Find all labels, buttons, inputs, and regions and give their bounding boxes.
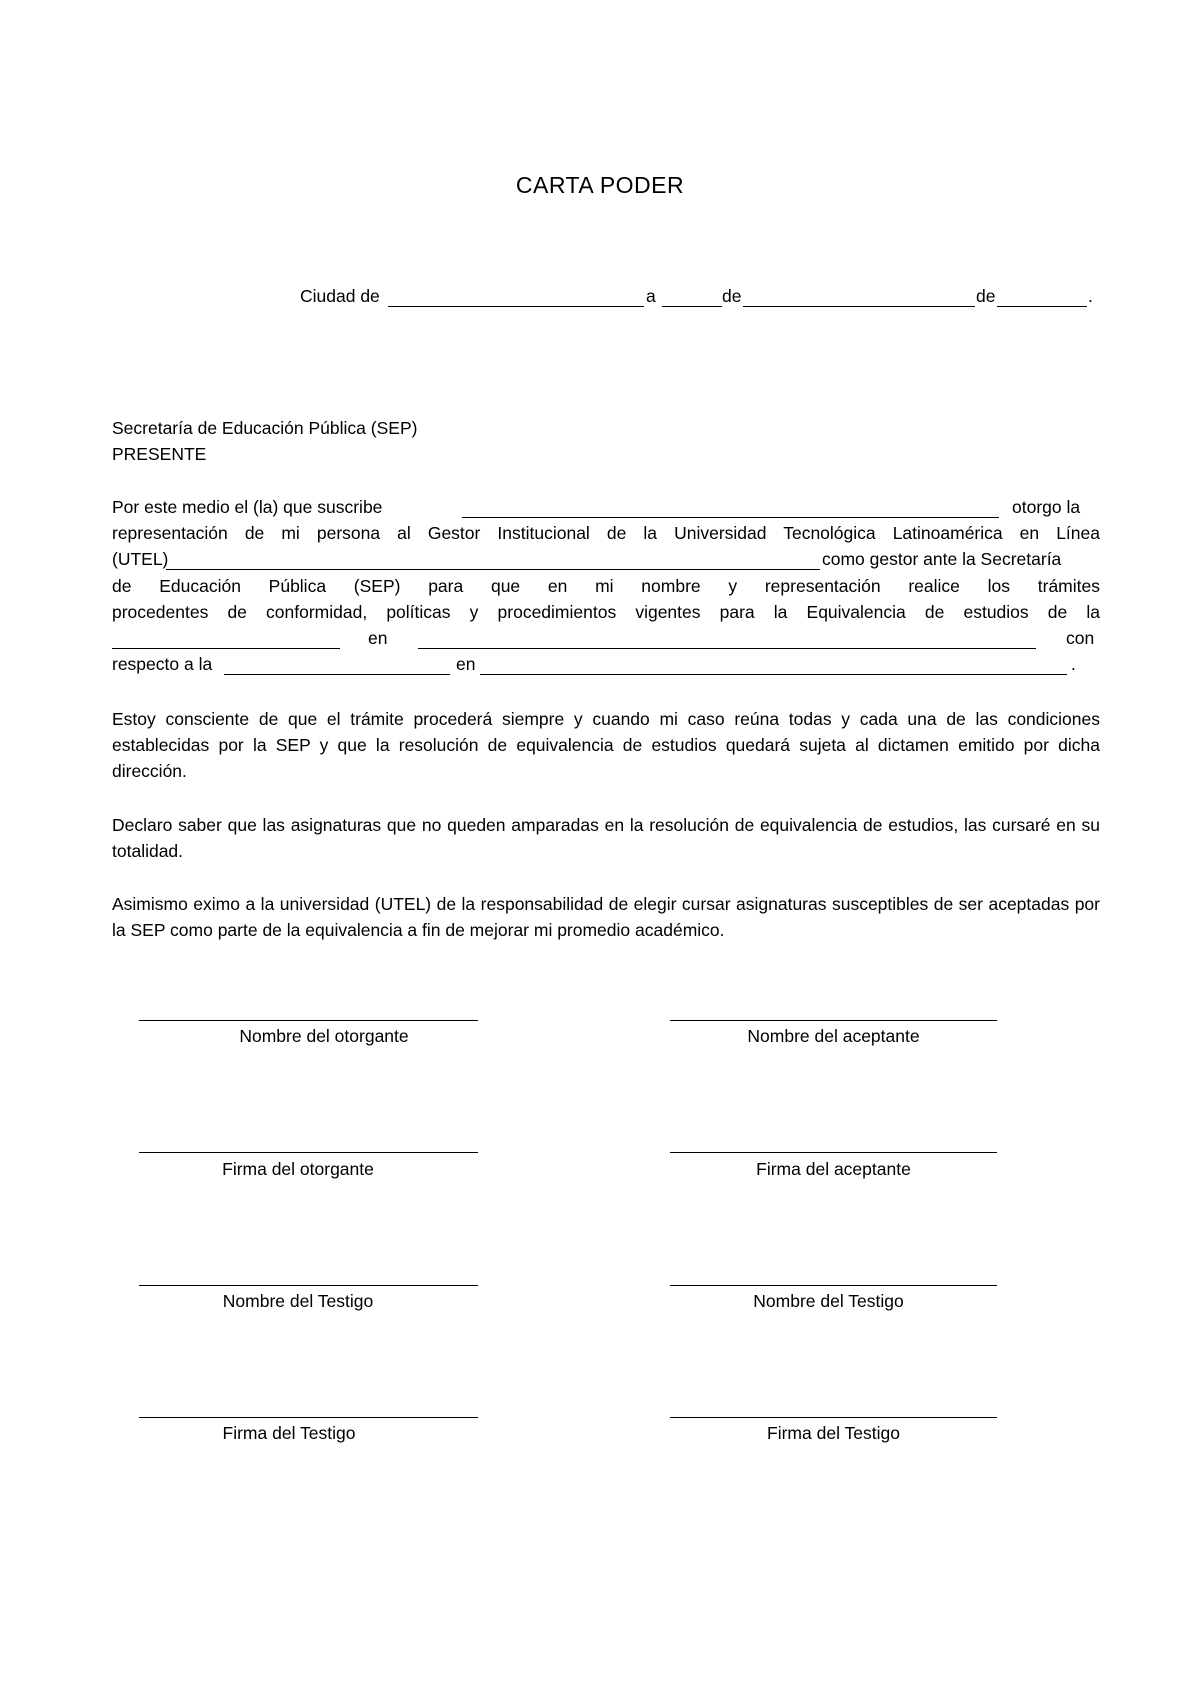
month-blank[interactable]: [743, 306, 975, 307]
gestor-name-blank[interactable]: [166, 569, 820, 570]
signature-line-nombre-aceptante[interactable]: [670, 1020, 997, 1021]
body-line5: procedentes de conformidad, políticas y procedimientos vigentes para la Equivalencia de estudios de la: [112, 602, 1100, 622]
program-blank-1[interactable]: [112, 648, 340, 649]
paragraph-exemption: Asimismo eximo a la universidad (UTEL) de la responsabilidad de elegir cursar asignaturas susceptibles de ser aceptadas por la SEP como parte de la equivalencia a fin de mejorar mi promedio académico.: [112, 894, 1100, 940]
body-line1-end: otorgo la: [1012, 497, 1081, 517]
body-line7-start: respecto a la: [112, 654, 213, 674]
body-line7-period: .: [1071, 654, 1076, 674]
institution-blank-1[interactable]: [418, 648, 1036, 649]
signature-line-firma-otorgante[interactable]: [139, 1152, 478, 1153]
date-de1-label: de: [722, 286, 742, 306]
body-line2: representación de mi persona al Gestor Institucional de la Universidad Tecnológica Latinoamérica en Línea: [112, 523, 1100, 543]
label-nombre-aceptante: Nombre del aceptante: [747, 1026, 920, 1046]
body-line6-con: con: [1066, 628, 1095, 648]
institution-blank-2[interactable]: [480, 674, 1067, 675]
body-line3-start: (UTEL): [112, 549, 169, 569]
grantor-name-blank[interactable]: [462, 517, 999, 518]
label-nombre-testigo-2: Nombre del Testigo: [753, 1291, 904, 1311]
signature-line-firma-aceptante[interactable]: [670, 1152, 997, 1153]
signature-line-firma-testigo-1[interactable]: [139, 1417, 478, 1418]
paragraph-declaration: Declaro saber que las asignaturas que no queden amparadas en la resolución de equivalencia de estudios, las cursaré en su totalidad.: [112, 815, 1100, 861]
date-de2-label: de: [976, 286, 996, 306]
date-period: .: [1088, 286, 1093, 306]
body-line1-start: Por este medio el (la) que suscribe: [112, 497, 383, 517]
label-firma-otorgante: Firma del otorgante: [222, 1159, 374, 1179]
label-firma-testigo-1: Firma del Testigo: [222, 1423, 356, 1443]
signature-line-firma-testigo-2[interactable]: [670, 1417, 997, 1418]
date-a-label: a: [646, 286, 656, 306]
body-line6-en: en: [368, 628, 388, 648]
ciudad-blank[interactable]: [388, 306, 644, 307]
label-nombre-otorgante: Nombre del otorgante: [239, 1026, 409, 1046]
presente-label: PRESENTE: [112, 444, 207, 464]
body-line3-end: como gestor ante la Secretaría: [822, 549, 1062, 569]
body-line4: de Educación Pública (SEP) para que en mi nombre y representación realice los trámites: [112, 576, 1100, 596]
label-firma-testigo-2: Firma del Testigo: [767, 1423, 900, 1443]
label-firma-aceptante: Firma del aceptante: [756, 1159, 911, 1179]
program-blank-2[interactable]: [224, 674, 450, 675]
signature-line-nombre-otorgante[interactable]: [139, 1020, 478, 1021]
document-title: CARTA PODER: [515, 172, 685, 198]
year-blank[interactable]: [997, 306, 1087, 307]
body-line7-en: en: [456, 654, 476, 674]
signature-line-nombre-testigo-2[interactable]: [670, 1285, 997, 1286]
label-nombre-testigo-1: Nombre del Testigo: [222, 1291, 374, 1311]
paragraph-conditions: Estoy consciente de que el trámite procederá siempre y cuando mi caso reúna todas y cada una de las condiciones establecidas por la SEP y que la resolución de equivalencia de estudios quedará sujeta al dictamen emitido por dicha dirección.: [112, 709, 1100, 781]
signature-line-nombre-testigo-1[interactable]: [139, 1285, 478, 1286]
day-blank[interactable]: [662, 306, 722, 307]
addressee: Secretaría de Educación Pública (SEP): [112, 418, 418, 438]
date-ciudad-label: Ciudad de: [300, 286, 380, 306]
